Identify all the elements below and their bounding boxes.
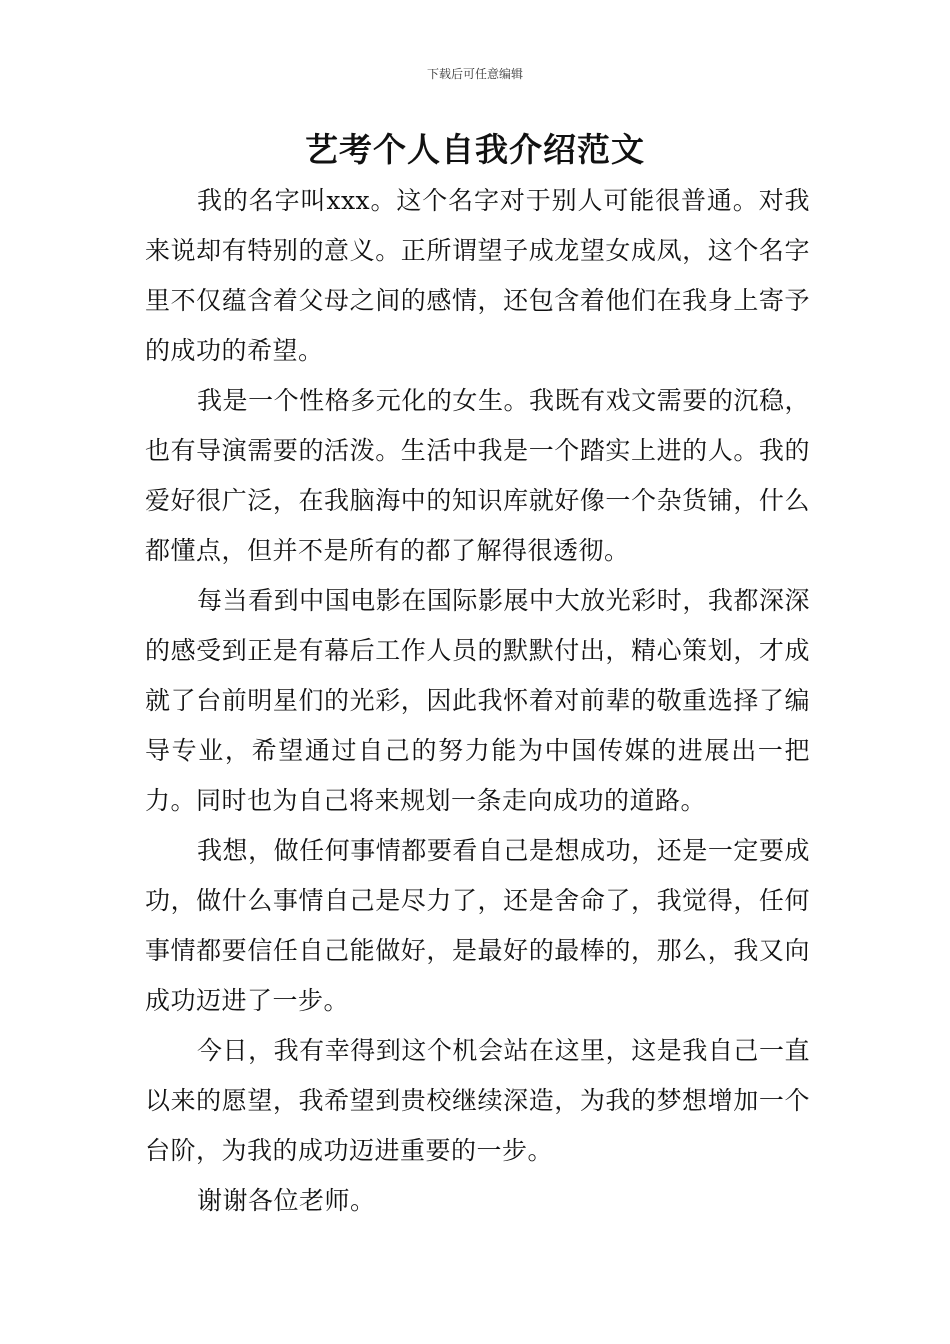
header-note: 下载后可任意编辑 xyxy=(426,67,523,81)
paragraph-personality: 我是一个性格多元化的女生。我既有戏文需要的沉稳，也有导演需要的活泼。生活中我是一个踏实上进的人。我的爱好很广泛，在我脑海中的知识库就好像一个杂货铺，什么都懂点，但并不是所有的都了解得很透彻。 xyxy=(145,386,810,565)
document-body xyxy=(145,176,810,1226)
paragraph-aspiration: 今日，我有幸得到这个机会站在这里，这是我自己一直以来的愿望，我希望到贵校继续深造，为我的梦想增加一个台阶，为我的成功迈进重要的一步。 xyxy=(145,1036,810,1165)
paragraph-thanks: 谢谢各位老师。 xyxy=(197,1186,376,1215)
paragraph-intro-name: 我的名字叫xxx。这个名字对于别人可能很普通。对我来说却有特别的意义。正所谓望子成龙望女成凤，这个名字里不仅蕴含着父母之间的感情，还包含着他们在我身上寄予的成功的希望。 xyxy=(145,186,810,365)
document-title: 艺考个人自我介绍范文 xyxy=(305,130,645,169)
paragraph-success-attitude: 我想，做任何事情都要看自己是想成功，还是一定要成功，做什么事情自己是尽力了，还是舍命了，我觉得，任何事情都要信任自己能做好，是最好的最棒的，那么，我又向成功迈进了一步。 xyxy=(145,836,810,1015)
paragraph-major-choice: 每当看到中国电影在国际影展中大放光彩时，我都深深的感受到正是有幕后工作人员的默默付出，精心策划，才成就了台前明星们的光彩，因此我怀着对前辈的敬重选择了编导专业，希望通过自己的努力能为中国传媒的进展出一把力。同时也为自己将来规划一条走向成功的道路。 xyxy=(145,586,810,815)
